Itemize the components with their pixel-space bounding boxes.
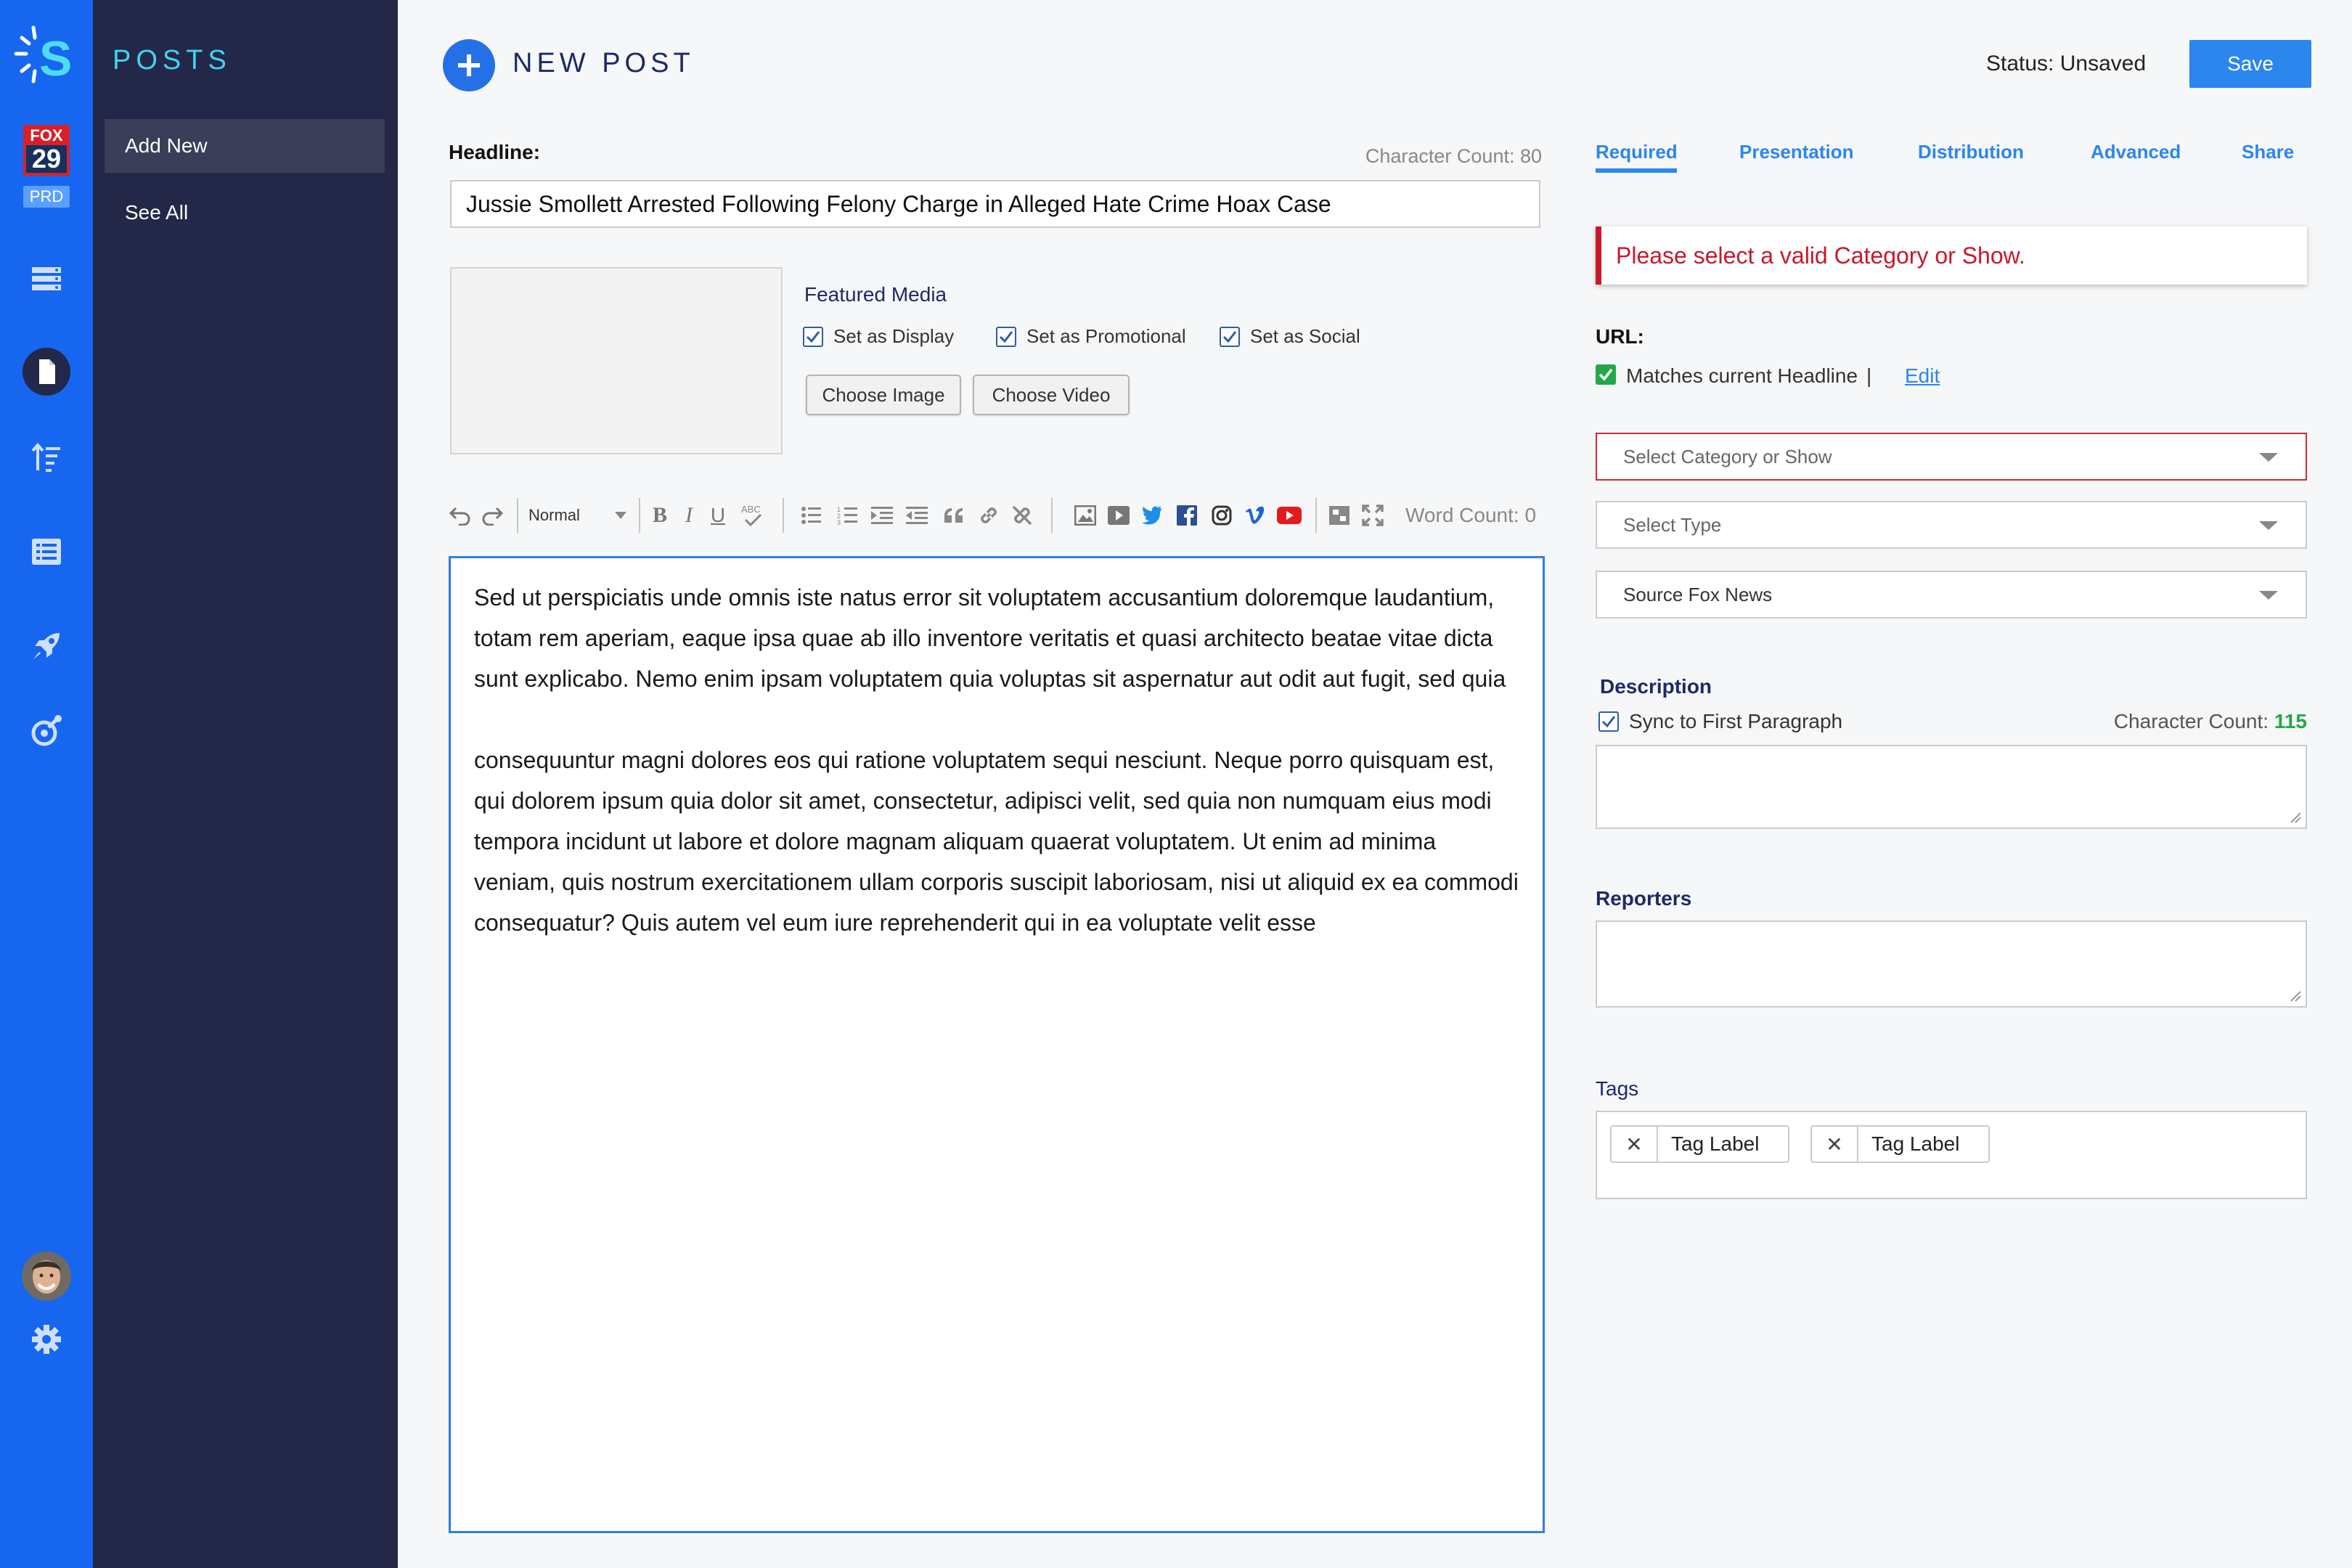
vimeo-icon[interactable] — [1243, 501, 1267, 530]
headline-char-count: Character Count: 80 — [1365, 145, 1542, 167]
app-rail — [0, 0, 93, 1568]
subnav-title: POSTS — [113, 45, 232, 75]
image-icon[interactable] — [1073, 501, 1098, 530]
category-select-value: Select Category or Show — [1623, 445, 1832, 467]
bold-icon[interactable]: B — [652, 503, 667, 527]
video-icon[interactable] — [1106, 501, 1131, 530]
numbered-list-icon[interactable] — [835, 501, 861, 530]
instagram-icon[interactable] — [1209, 501, 1234, 530]
tag-chip-label: Tag Label — [1871, 1132, 1960, 1155]
tab-share[interactable]: Share — [2242, 141, 2295, 163]
avatar[interactable] — [0, 1250, 93, 1302]
word-count: Word Count: 0 — [1405, 504, 1537, 526]
remove-tag-icon[interactable]: ✕ — [1812, 1127, 1858, 1161]
description-textarea[interactable] — [1596, 745, 2307, 829]
underline-icon[interactable]: U — [710, 504, 726, 526]
set-as-social-label: Set as Social — [1250, 325, 1360, 347]
save-status: Status: Unsaved — [1986, 52, 2147, 75]
url-edit-link[interactable]: Edit — [1905, 364, 1940, 387]
link-icon[interactable] — [976, 501, 1002, 530]
category-select[interactable] — [1596, 433, 2307, 481]
save-button[interactable]: Save — [2189, 40, 2311, 88]
redo-icon[interactable] — [479, 501, 505, 530]
italic-icon[interactable]: I — [685, 503, 693, 527]
tag-chip — [1610, 1125, 1789, 1163]
outdent-icon[interactable] — [905, 501, 931, 530]
set-as-display-label: Set as Display — [833, 325, 955, 347]
check-icon — [1596, 364, 1616, 385]
editor-paragraph: Sed ut perspiciatis unde omnis iste natus error sit voluptatem accusantium doloremque laudantium, totam rem aperiam, eaque ipsa quae ab illo inventore veritatis et quasi architecto beatae vitae dicta sunt explicabo. Nemo enim ipsam voluptatem quia voluptas sit aspernatur aut odit aut fugit, sed quia — [474, 584, 1506, 692]
facebook-icon[interactable] — [1175, 501, 1199, 530]
tab-presentation[interactable]: Presentation — [1739, 141, 1854, 163]
set-as-display-checkbox[interactable] — [803, 325, 954, 348]
choose-image-button[interactable]: Choose Image — [806, 375, 961, 415]
rocket-icon[interactable] — [0, 629, 93, 663]
headline-input[interactable]: Jussie Smollett Arrested Following Felony Charge in Alleged Hate Crime Hoax Case — [450, 180, 1540, 228]
description-label: Description — [1600, 675, 1712, 698]
url-separator: | — [1866, 364, 1872, 387]
checkbox-checked-icon — [1598, 711, 1619, 732]
document-icon[interactable] — [0, 347, 93, 396]
reporters-input[interactable] — [1596, 920, 2307, 1008]
checkbox-checked-icon — [996, 327, 1016, 347]
unlink-icon[interactable] — [1009, 501, 1035, 530]
sync-first-paragraph-checkbox[interactable] — [1598, 710, 1842, 733]
type-select-value: Select Type — [1623, 513, 1722, 536]
list-icon[interactable] — [0, 536, 93, 568]
featured-media-title: Featured Media — [804, 283, 947, 306]
satellite-icon[interactable] — [0, 713, 93, 749]
env-badge: PRD — [23, 186, 70, 208]
svg-text:2: 2 — [837, 513, 841, 520]
embed-icon[interactable] — [1327, 501, 1352, 530]
chevron-down-icon — [2259, 453, 2278, 462]
reporters-label: Reporters — [1596, 887, 1692, 910]
tab-required[interactable]: Required — [1596, 141, 1678, 163]
url-label: URL: — [1596, 325, 1644, 348]
sync-first-paragraph-label: Sync to First Paragraph — [1629, 710, 1843, 732]
type-select[interactable] — [1596, 501, 2307, 549]
editor-paragraph: consequuntur magni dolores eos qui ratione voluptatem sequi nesciunt. Neque porro quisquam est, qui dolorem ipsum quia dolor sit amet, consectetur, adipisci velit, sed quia non numquam eius modi tempora incidunt ut labore et dolore magnam aliquam quaerat voluptatem. Ut enim ad minima veniam, quis nostrum exercitationem ullam corporis suscipit laboriosam, nisi ut aliquid ex ea commodi consequatur? Quis autem vel eum iure reprehenderit qui in ea voluptate velit esse — [474, 747, 1519, 936]
svg-text:ABC: ABC — [741, 504, 761, 515]
svg-text:1: 1 — [837, 506, 841, 513]
chevron-down-icon — [2259, 591, 2278, 600]
chevron-down-icon[interactable] — [611, 501, 630, 530]
fullscreen-icon[interactable] — [1360, 501, 1385, 530]
quote-icon[interactable] — [941, 501, 967, 530]
app-logo[interactable] — [0, 22, 93, 94]
url-status-text: Matches current Headline — [1626, 364, 1858, 387]
bullet-list-icon[interactable] — [799, 501, 825, 530]
featured-media-preview[interactable] — [450, 267, 783, 454]
headline-label: Headline: — [449, 141, 541, 163]
validation-alert: Please select a valid Category or Show. — [1596, 226, 2307, 285]
tags-label: Tags — [1596, 1077, 1639, 1100]
checkbox-checked-icon — [1220, 327, 1240, 347]
subnav-item-add-new[interactable]: Add New — [105, 119, 385, 173]
new-post-plus-icon — [443, 39, 495, 91]
tab-distribution[interactable]: Distribution — [1918, 141, 2024, 163]
description-char-count — [2091, 710, 2307, 733]
set-as-social-checkbox[interactable] — [1220, 325, 1360, 348]
spellcheck-icon[interactable] — [738, 501, 767, 530]
station-badge-number: 29 — [26, 145, 67, 173]
body-editor[interactable] — [449, 556, 1545, 1533]
sort-icon[interactable] — [0, 441, 93, 473]
stack-icon[interactable] — [0, 263, 93, 295]
svg-text:3: 3 — [837, 519, 841, 526]
station-badge — [23, 125, 70, 176]
page-title: NEW POST — [513, 48, 695, 78]
set-as-promotional-checkbox[interactable] — [996, 325, 1186, 348]
source-select-value: Source Fox News — [1623, 583, 1773, 605]
tag-chip — [1810, 1125, 1990, 1163]
description-char-count-label: Character Count: — [2113, 710, 2269, 732]
tag-chip-label: Tag Label — [1671, 1132, 1760, 1155]
set-as-promotional-label: Set as Promotional — [1026, 325, 1186, 347]
checkbox-checked-icon — [803, 327, 823, 347]
twitter-icon[interactable] — [1140, 501, 1164, 530]
gear-icon[interactable] — [0, 1321, 93, 1357]
subnav-item-see-all[interactable]: See All — [125, 201, 189, 224]
resize-grip-icon[interactable] — [2288, 989, 2301, 1002]
active-tab-indicator — [1596, 168, 1677, 173]
indent-icon[interactable] — [870, 501, 896, 530]
url-status — [1626, 364, 1871, 388]
chevron-down-icon — [2259, 521, 2278, 530]
tab-advanced[interactable]: Advanced — [2091, 141, 2181, 163]
format-select[interactable]: Normal — [528, 506, 580, 524]
logo-letter: S — [39, 31, 73, 86]
description-char-count-value: 115 — [2274, 710, 2307, 732]
youtube-icon[interactable] — [1276, 501, 1302, 530]
source-select[interactable] — [1596, 571, 2307, 618]
station-badge-top: FOX — [30, 126, 63, 144]
resize-grip-icon[interactable] — [2288, 810, 2301, 823]
remove-tag-icon[interactable]: ✕ — [1612, 1127, 1658, 1161]
undo-icon[interactable] — [447, 501, 473, 530]
choose-video-button[interactable]: Choose Video — [973, 375, 1130, 415]
